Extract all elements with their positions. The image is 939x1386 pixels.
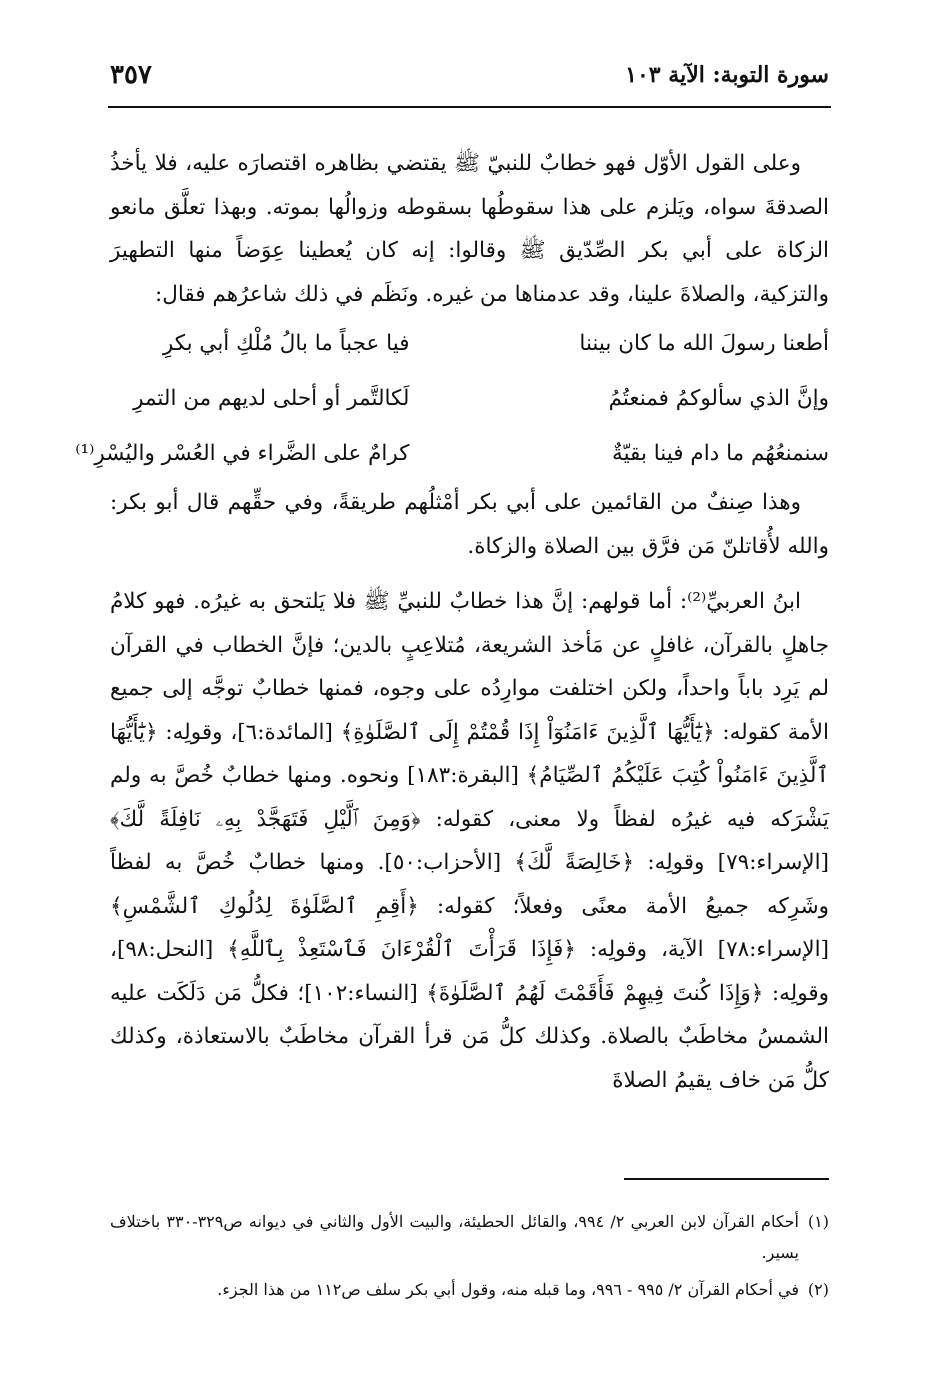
paragraph-gap: [110, 568, 829, 580]
footnote-2: [110, 1274, 829, 1305]
page-number: ٣٥٧: [110, 60, 152, 90]
footnote-divider: [624, 1178, 829, 1180]
footnote-1: [110, 1206, 829, 1268]
verse-3-first-hemistich: سنمنعُهُم ما دام فينا بقيّةٌ: [612, 441, 829, 466]
poem-verse-3: [75, 426, 829, 481]
poem-verse-1: [110, 316, 829, 371]
running-header: [110, 60, 829, 100]
paragraph-3: ابنُ العربيِّ⁽²⁾: أما قولهم: إنَّ هذا خطابٌ للنبيِّ ﷺ فلا يَلتحق به غيرُه. فهو كلامُ جاهلٍ بالقرآن، غافلٍ عن مَأخذ الشريعة، مُتلاعِبٍ بالدين؛ فإنَّ الخطاب في القرآن لم يَرِد باباً واحداً، ولكن اختلفت موارِدُه على وجوه، فمنها خطابٌ توجَّه إلى جميع الأمة كقوله: ﴿يَٰٓأَيُّهَا ٱلَّذِينَ ءَامَنُوٓاْ إِذَا قُمْتُمْ إِلَى ٱلصَّلَوٰةِ﴾ [المائدة:٦]، وقولِه: ﴿يَٰٓأَيُّهَا ٱلَّذِينَ ءَامَنُواْ كُتِبَ عَلَيْكُمُ ٱلصِّيَامُ﴾ [البقرة:١٨٣] ونحوه. ومنها خطابٌ خُصَّ به ولم يَشْرَكه فيه غيرُه لفظاً ولا معنى، كقوله: ﴿وَمِنَ ٱلَّيْلِ فَتَهَجَّدْ بِهِۦ نَافِلَةً لَّكَ﴾ [الإسراء:٧٩] وقولِه: ﴿خَالِصَةً لَّكَ﴾ [الأحزاب:٥٠]. ومنها خطابٌ خُصَّ به لفظاً وشَرِكه جميعُ الأمة معنًى وفعلاً؛ كقوله: ﴿أَقِمِ ٱلصَّلَوٰةَ لِدُلُوكِ ٱلشَّمْسِ﴾ [الإسراء:٧٨] الآية، وقولِه: ﴿فَإِذَا قَرَأْتَ ٱلْقُرْءَانَ فَٱسْتَعِذْ بِٱللَّهِ﴾ [النحل:٩٨]، وقولِه: ﴿وَإِذَا كُنتَ فِيهِمْ فَأَقَمْتَ لَهُمُ ٱلصَّلَوٰةَ﴾ [النساء:١٠٢]؛ فكلُّ مَن دَلَكَت عليه الشمسُ مخاطَبٌ بالصلاة. وكذلك كلُّ مَن قرأ القرآن مخاطَبٌ بالاستعاذة، وكذلك كلُّ مَن خاف يقيمُ الصلاةَ: [110, 589, 830, 1093]
paragraph-1: وعلى القول الأوّل فهو خطابٌ للنبيّ ﷺ يقتضي بظاهره اقتصارَه عليه، فلا يأخذُ الصدقةَ سواه، ويَلزم على هذا سقوطُها بسقوطه وزوالُها بموته. وبهذا تعلَّق مانعو الزكاة على أبي بكر الصِّدّيق ﷺ وقالوا: إنه كان يُعطينا عِوَضاً منها التطهيرَ والتزكية، والصلاةَ علينا، وقد عدمناها من غيره. ونَظَم في ذلك شاعرُهم فقال:: [110, 151, 829, 307]
footnote-2-number: (٢): [807, 1280, 829, 1299]
verse-1-first-hemistich: أطعنا رسولَ الله ما كان بيننا: [579, 331, 829, 356]
footnote-2-text: في أحكام القرآن ٢/ ٩٩٥ - ٩٩٦، وما قبله منه، وقول أبي بكر سلف ص١١٢ من هذا الجزء.: [217, 1280, 799, 1299]
poem: [75, 316, 829, 481]
poem-verse-2: [110, 371, 829, 426]
verse-2-second-hemistich: لَكالتَّمر أو أحلى لديهم من التمرِ: [133, 386, 410, 411]
footnote-1-number: (١): [807, 1212, 829, 1231]
footnotes: [110, 1206, 829, 1311]
paragraph-2: وهذا صِنفٌ من القائمين على أبي بكر أمْثلُهم طريقةً، وفي حقِّهم قال أبو بكر: والله لأُقاتلنّ مَن فرَّق بين الصلاة والزكاة.: [110, 490, 829, 559]
verse-1-second-hemistich: فيا عجباً ما بالُ مُلْكِ أبي بكرِ: [162, 331, 410, 356]
chapter-title: سورة التوبة: الآية ١٠٣: [625, 62, 829, 88]
verse-2-first-hemistich: وإنَّ الذي سألوكمُ فمنعتُمُ: [608, 386, 829, 411]
header-divider: [108, 106, 831, 108]
verse-3-second-hemistich: كرامٌ على الضَّراء في العُسْر واليُسْرِ⁽¹⁾: [75, 441, 410, 466]
main-text: [75, 142, 830, 1102]
footnote-1-text: أحكام القرآن لابن العربي ٢/ ٩٩٤، والقائل الحطيئة، والبيت الأول والثاني في ديوانه ص٣٢٩-٣٣٠ باختلاف يسير.: [110, 1212, 799, 1262]
